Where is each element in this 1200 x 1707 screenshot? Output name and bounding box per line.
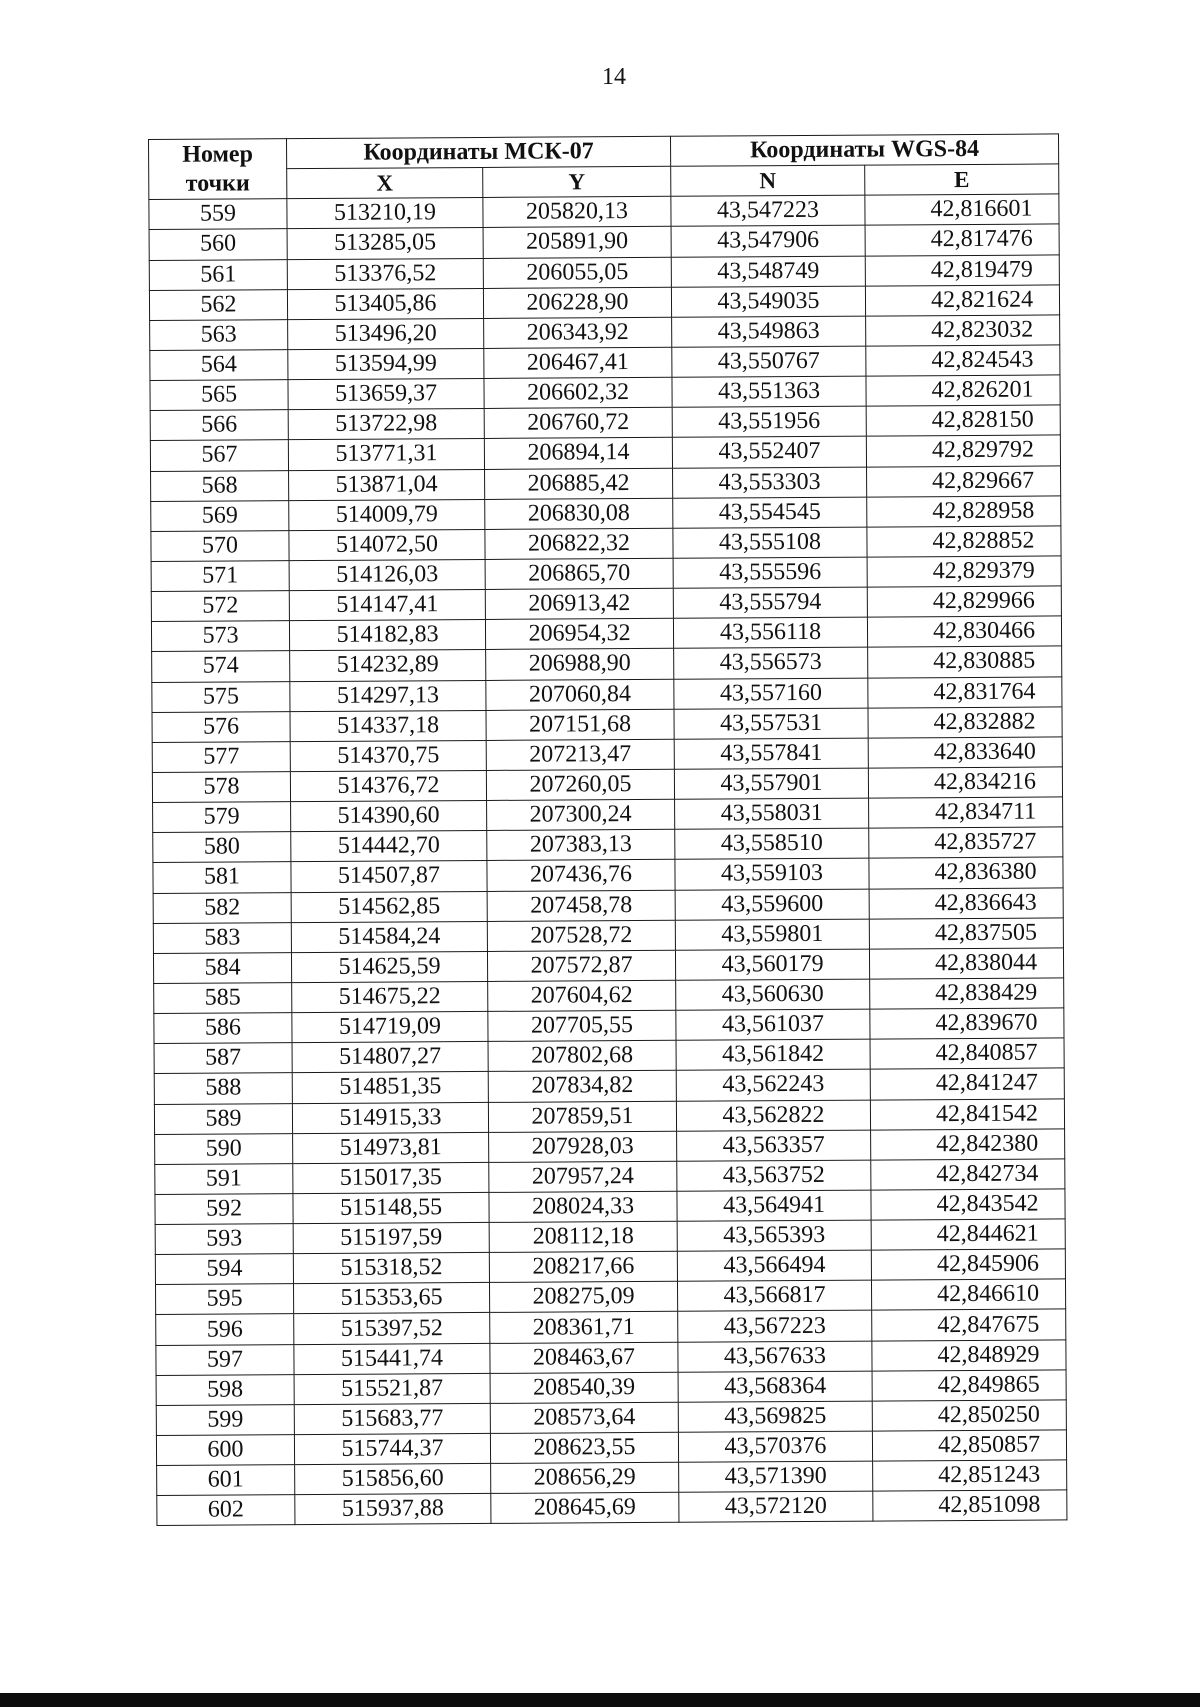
point-number-cell: 576 <box>152 711 290 742</box>
y-cell: 207802,68 <box>488 1041 676 1072</box>
y-cell: 206865,70 <box>485 558 673 589</box>
y-cell: 207260,05 <box>486 769 674 800</box>
y-cell: 208645,69 <box>491 1493 679 1524</box>
n-cell: 43,564941 <box>677 1190 871 1221</box>
n-cell: 43,561842 <box>676 1039 870 1070</box>
e-cell: 42,832882 <box>868 707 1062 738</box>
y-cell: 205820,13 <box>483 197 671 228</box>
y-cell: 207151,68 <box>486 709 674 740</box>
point-number-cell: 559 <box>149 199 287 230</box>
e-cell: 42,839670 <box>870 1008 1064 1039</box>
y-cell: 207528,72 <box>487 920 675 951</box>
n-cell: 43,549863 <box>672 316 866 347</box>
coordinates-table <box>148 133 1067 1526</box>
e-cell: 42,842734 <box>871 1159 1065 1190</box>
point-number-cell: 580 <box>153 832 291 863</box>
point-number-cell: 562 <box>149 289 287 320</box>
page-number: 14 <box>602 64 626 90</box>
y-cell: 207213,47 <box>486 739 674 770</box>
e-cell: 42,851098 <box>873 1490 1067 1521</box>
e-cell: 42,836380 <box>869 857 1063 888</box>
y-cell: 208463,67 <box>490 1342 678 1373</box>
e-cell: 42,821624 <box>865 285 1059 316</box>
y-cell: 206954,32 <box>485 619 673 650</box>
point-number-cell: 602 <box>157 1495 295 1526</box>
n-cell: 43,558510 <box>675 828 869 859</box>
x-cell: 515353,65 <box>293 1283 489 1314</box>
x-cell: 513496,20 <box>288 318 484 349</box>
point-number-cell: 597 <box>156 1344 294 1375</box>
x-cell: 514009,79 <box>289 499 485 530</box>
n-cell: 43,557531 <box>674 708 868 739</box>
x-cell: 514807,27 <box>292 1042 488 1073</box>
e-cell: 42,834216 <box>868 767 1062 798</box>
y-cell: 206760,72 <box>484 408 672 439</box>
y-cell: 207834,82 <box>488 1071 676 1102</box>
n-cell: 43,552407 <box>672 437 866 468</box>
x-cell: 515744,37 <box>294 1433 490 1464</box>
n-cell: 43,556573 <box>674 648 868 679</box>
x-cell: 514719,09 <box>292 1012 488 1043</box>
e-cell: 42,837505 <box>869 918 1063 949</box>
x-cell: 513285,05 <box>287 228 483 259</box>
point-number-cell: 589 <box>154 1103 292 1134</box>
x-cell: 514126,03 <box>289 559 485 590</box>
point-number-cell: 573 <box>151 621 289 652</box>
e-cell: 42,850250 <box>872 1400 1066 1431</box>
e-cell: 42,841247 <box>870 1068 1064 1099</box>
n-cell: 43,551363 <box>672 376 866 407</box>
n-cell: 43,569825 <box>678 1401 872 1432</box>
x-cell: 514851,35 <box>292 1072 488 1103</box>
x-cell: 515856,60 <box>295 1464 491 1495</box>
y-cell: 205891,90 <box>483 227 671 258</box>
point-number-cell: 594 <box>155 1254 293 1285</box>
y-cell: 206913,42 <box>485 588 673 619</box>
e-cell: 42,846610 <box>872 1279 1066 1310</box>
n-cell: 43,554545 <box>673 497 867 528</box>
x-cell: 515683,77 <box>294 1403 490 1434</box>
x-cell: 514442,70 <box>291 831 487 862</box>
table-body <box>149 194 1067 1526</box>
point-number-cell: 575 <box>152 681 290 712</box>
scan-edge-bar <box>0 1693 1200 1707</box>
point-number-cell: 593 <box>155 1224 293 1255</box>
point-number-cell: 577 <box>152 741 290 772</box>
point-number-cell: 560 <box>149 229 287 260</box>
e-cell: 42,817476 <box>865 224 1059 255</box>
point-number-cell: 596 <box>156 1314 294 1345</box>
point-number-cell: 565 <box>150 380 288 411</box>
e-cell: 42,823032 <box>866 315 1060 346</box>
point-number-cell: 579 <box>153 802 291 833</box>
e-cell: 42,849865 <box>872 1370 1066 1401</box>
e-cell: 42,843542 <box>871 1189 1065 1220</box>
x-cell: 514562,85 <box>291 891 487 922</box>
n-cell: 43,557901 <box>674 768 868 799</box>
n-cell: 43,572120 <box>679 1491 873 1522</box>
y-cell: 207604,62 <box>488 980 676 1011</box>
n-cell: 43,558031 <box>675 798 869 829</box>
e-header: E <box>865 164 1059 195</box>
n-cell: 43,555596 <box>673 557 867 588</box>
e-cell: 42,840857 <box>870 1038 1064 1069</box>
y-cell: 208540,39 <box>490 1372 678 1403</box>
e-cell: 42,835727 <box>869 827 1063 858</box>
n-cell: 43,559801 <box>675 919 869 950</box>
n-cell: 43,571390 <box>679 1461 873 1492</box>
e-cell: 42,829379 <box>867 556 1061 587</box>
point-number-header: Номер точки <box>149 139 287 200</box>
x-cell: 514376,72 <box>290 770 486 801</box>
e-cell: 42,824543 <box>866 345 1060 376</box>
e-cell: 42,829667 <box>867 465 1061 496</box>
e-cell: 42,833640 <box>868 737 1062 768</box>
n-cell: 43,563357 <box>677 1130 871 1161</box>
e-cell: 42,845906 <box>871 1249 1065 1280</box>
n-cell: 43,565393 <box>677 1220 871 1251</box>
y-cell: 208656,29 <box>491 1462 679 1493</box>
e-cell: 42,844621 <box>871 1219 1065 1250</box>
y-cell: 207859,51 <box>488 1101 676 1132</box>
y-cell: 208623,55 <box>490 1432 678 1463</box>
point-number-cell: 567 <box>150 440 288 471</box>
n-cell: 43,560630 <box>676 979 870 1010</box>
x-cell: 514232,89 <box>290 650 486 681</box>
n-cell: 43,560179 <box>675 949 869 980</box>
y-cell: 208361,71 <box>490 1312 678 1343</box>
n-cell: 43,567223 <box>678 1311 872 1342</box>
y-cell: 207705,55 <box>488 1010 676 1041</box>
x-cell: 513771,31 <box>288 439 484 470</box>
y-cell: 207060,84 <box>486 679 674 710</box>
y-cell: 206885,42 <box>485 468 673 499</box>
table-header-row <box>149 134 1059 170</box>
point-number-cell: 592 <box>155 1194 293 1225</box>
x-cell: 514915,33 <box>292 1102 488 1133</box>
y-cell: 206228,90 <box>483 287 671 318</box>
wgs84-header: Координаты WGS-84 <box>671 134 1059 167</box>
n-cell: 43,567633 <box>678 1341 872 1372</box>
x-cell: 513376,52 <box>287 258 483 289</box>
n-cell: 43,563752 <box>677 1160 871 1191</box>
x-cell: 514370,75 <box>290 740 486 771</box>
e-cell: 42,834711 <box>869 797 1063 828</box>
x-cell: 515318,52 <box>293 1253 489 1284</box>
x-cell: 514625,59 <box>291 951 487 982</box>
n-cell: 43,566494 <box>677 1250 871 1281</box>
y-cell: 207436,76 <box>487 860 675 891</box>
point-number-cell: 574 <box>152 651 290 682</box>
x-cell: 514147,41 <box>289 590 485 621</box>
x-cell: 515017,35 <box>293 1162 489 1193</box>
n-cell: 43,561037 <box>676 1009 870 1040</box>
x-cell: 513871,04 <box>289 469 485 500</box>
y-cell: 208024,33 <box>489 1191 677 1222</box>
n-header: N <box>671 165 865 196</box>
y-cell: 206988,90 <box>486 649 674 680</box>
x-cell: 513722,98 <box>288 409 484 440</box>
n-cell: 43,551956 <box>672 406 866 437</box>
e-cell: 42,841542 <box>870 1098 1064 1129</box>
e-cell: 42,828852 <box>867 526 1061 557</box>
y-cell: 206602,32 <box>484 377 672 408</box>
point-number-cell: 595 <box>155 1284 293 1315</box>
x-cell: 514297,13 <box>290 680 486 711</box>
point-number-cell: 599 <box>156 1405 294 1436</box>
x-header: X <box>287 168 483 199</box>
y-cell: 207572,87 <box>487 950 675 981</box>
n-cell: 43,555108 <box>673 527 867 558</box>
n-cell: 43,568364 <box>678 1371 872 1402</box>
x-cell: 514973,81 <box>293 1132 489 1163</box>
point-number-cell: 583 <box>153 922 291 953</box>
n-cell: 43,566817 <box>678 1280 872 1311</box>
y-cell: 208112,18 <box>489 1221 677 1252</box>
x-cell: 515441,74 <box>294 1343 490 1374</box>
e-cell: 42,831764 <box>868 676 1062 707</box>
y-cell: 207383,13 <box>487 830 675 861</box>
point-number-cell: 598 <box>156 1374 294 1405</box>
y-cell: 206830,08 <box>485 498 673 529</box>
point-number-cell: 600 <box>156 1435 294 1466</box>
x-cell: 514507,87 <box>291 861 487 892</box>
x-cell: 513659,37 <box>288 379 484 410</box>
n-cell: 43,549035 <box>671 286 865 317</box>
n-cell: 43,553303 <box>673 467 867 498</box>
point-number-cell: 569 <box>151 500 289 531</box>
x-cell: 514072,50 <box>289 529 485 560</box>
point-number-cell: 571 <box>151 561 289 592</box>
y-cell: 208573,64 <box>490 1402 678 1433</box>
point-number-cell: 586 <box>154 1013 292 1044</box>
y-cell: 206343,92 <box>484 317 672 348</box>
x-cell: 513210,19 <box>287 198 483 229</box>
x-cell: 514584,24 <box>291 921 487 952</box>
x-cell: 513405,86 <box>287 288 483 319</box>
e-cell: 42,828958 <box>867 496 1061 527</box>
point-number-cell: 578 <box>152 772 290 803</box>
n-cell: 43,547906 <box>671 226 865 257</box>
x-cell: 515148,55 <box>293 1192 489 1223</box>
point-number-cell: 564 <box>150 350 288 381</box>
e-cell: 42,829966 <box>867 586 1061 617</box>
e-cell: 42,848929 <box>872 1340 1066 1371</box>
point-number-cell: 572 <box>151 591 289 622</box>
point-number-cell: 585 <box>154 983 292 1014</box>
y-header: Y <box>483 166 671 197</box>
x-cell: 515937,88 <box>295 1494 491 1525</box>
n-cell: 43,559103 <box>675 858 869 889</box>
x-cell: 514390,60 <box>291 801 487 832</box>
n-cell: 43,550767 <box>672 346 866 377</box>
e-cell: 42,847675 <box>872 1309 1066 1340</box>
y-cell: 206467,41 <box>484 347 672 378</box>
table-row <box>157 1490 1067 1526</box>
point-number-cell: 566 <box>150 410 288 441</box>
point-number-cell: 561 <box>149 259 287 290</box>
n-cell: 43,556118 <box>673 617 867 648</box>
point-number-cell: 584 <box>153 952 291 983</box>
point-number-cell: 570 <box>151 530 289 561</box>
point-number-cell: 590 <box>155 1133 293 1164</box>
n-cell: 43,547223 <box>671 195 865 226</box>
n-cell: 43,559600 <box>675 889 869 920</box>
point-number-cell: 591 <box>155 1163 293 1194</box>
msk07-header: Координаты МСК-07 <box>287 136 671 168</box>
y-cell: 208275,09 <box>489 1282 677 1313</box>
n-cell: 43,570376 <box>678 1431 872 1462</box>
x-cell: 513594,99 <box>288 348 484 379</box>
e-cell: 42,838429 <box>870 978 1064 1009</box>
y-cell: 206055,05 <box>483 257 671 288</box>
point-number-cell: 587 <box>154 1043 292 1074</box>
e-cell: 42,836643 <box>869 887 1063 918</box>
point-number-cell: 563 <box>150 319 288 350</box>
e-cell: 42,828150 <box>866 405 1060 436</box>
n-cell: 43,562822 <box>676 1100 870 1131</box>
point-number-cell: 581 <box>153 862 291 893</box>
x-cell: 515397,52 <box>294 1313 490 1344</box>
y-cell: 207928,03 <box>489 1131 677 1162</box>
e-cell: 42,826201 <box>866 375 1060 406</box>
x-cell: 514182,83 <box>289 620 485 651</box>
point-number-cell: 601 <box>157 1465 295 1496</box>
e-cell: 42,829792 <box>866 435 1060 466</box>
e-cell: 42,819479 <box>865 254 1059 285</box>
e-cell: 42,830466 <box>867 616 1061 647</box>
e-cell: 42,851243 <box>873 1460 1067 1491</box>
y-cell: 207300,24 <box>487 799 675 830</box>
y-cell: 207957,24 <box>489 1161 677 1192</box>
y-cell: 208217,66 <box>489 1251 677 1282</box>
e-cell: 42,838044 <box>869 948 1063 979</box>
x-cell: 515521,87 <box>294 1373 490 1404</box>
e-cell: 42,816601 <box>865 194 1059 225</box>
y-cell: 206894,14 <box>484 438 672 469</box>
x-cell: 514675,22 <box>292 981 488 1012</box>
y-cell: 206822,32 <box>485 528 673 559</box>
e-cell: 42,850857 <box>872 1430 1066 1461</box>
e-cell: 42,830885 <box>868 646 1062 677</box>
n-cell: 43,562243 <box>676 1069 870 1100</box>
x-cell: 515197,59 <box>293 1222 489 1253</box>
y-cell: 207458,78 <box>487 890 675 921</box>
n-cell: 43,555794 <box>673 587 867 618</box>
e-cell: 42,842380 <box>871 1129 1065 1160</box>
n-cell: 43,557841 <box>674 738 868 769</box>
point-number-cell: 582 <box>153 892 291 923</box>
point-number-cell: 588 <box>154 1073 292 1104</box>
point-number-cell: 568 <box>151 470 289 501</box>
n-cell: 43,557160 <box>674 678 868 709</box>
x-cell: 514337,18 <box>290 710 486 741</box>
n-cell: 43,548749 <box>671 256 865 287</box>
